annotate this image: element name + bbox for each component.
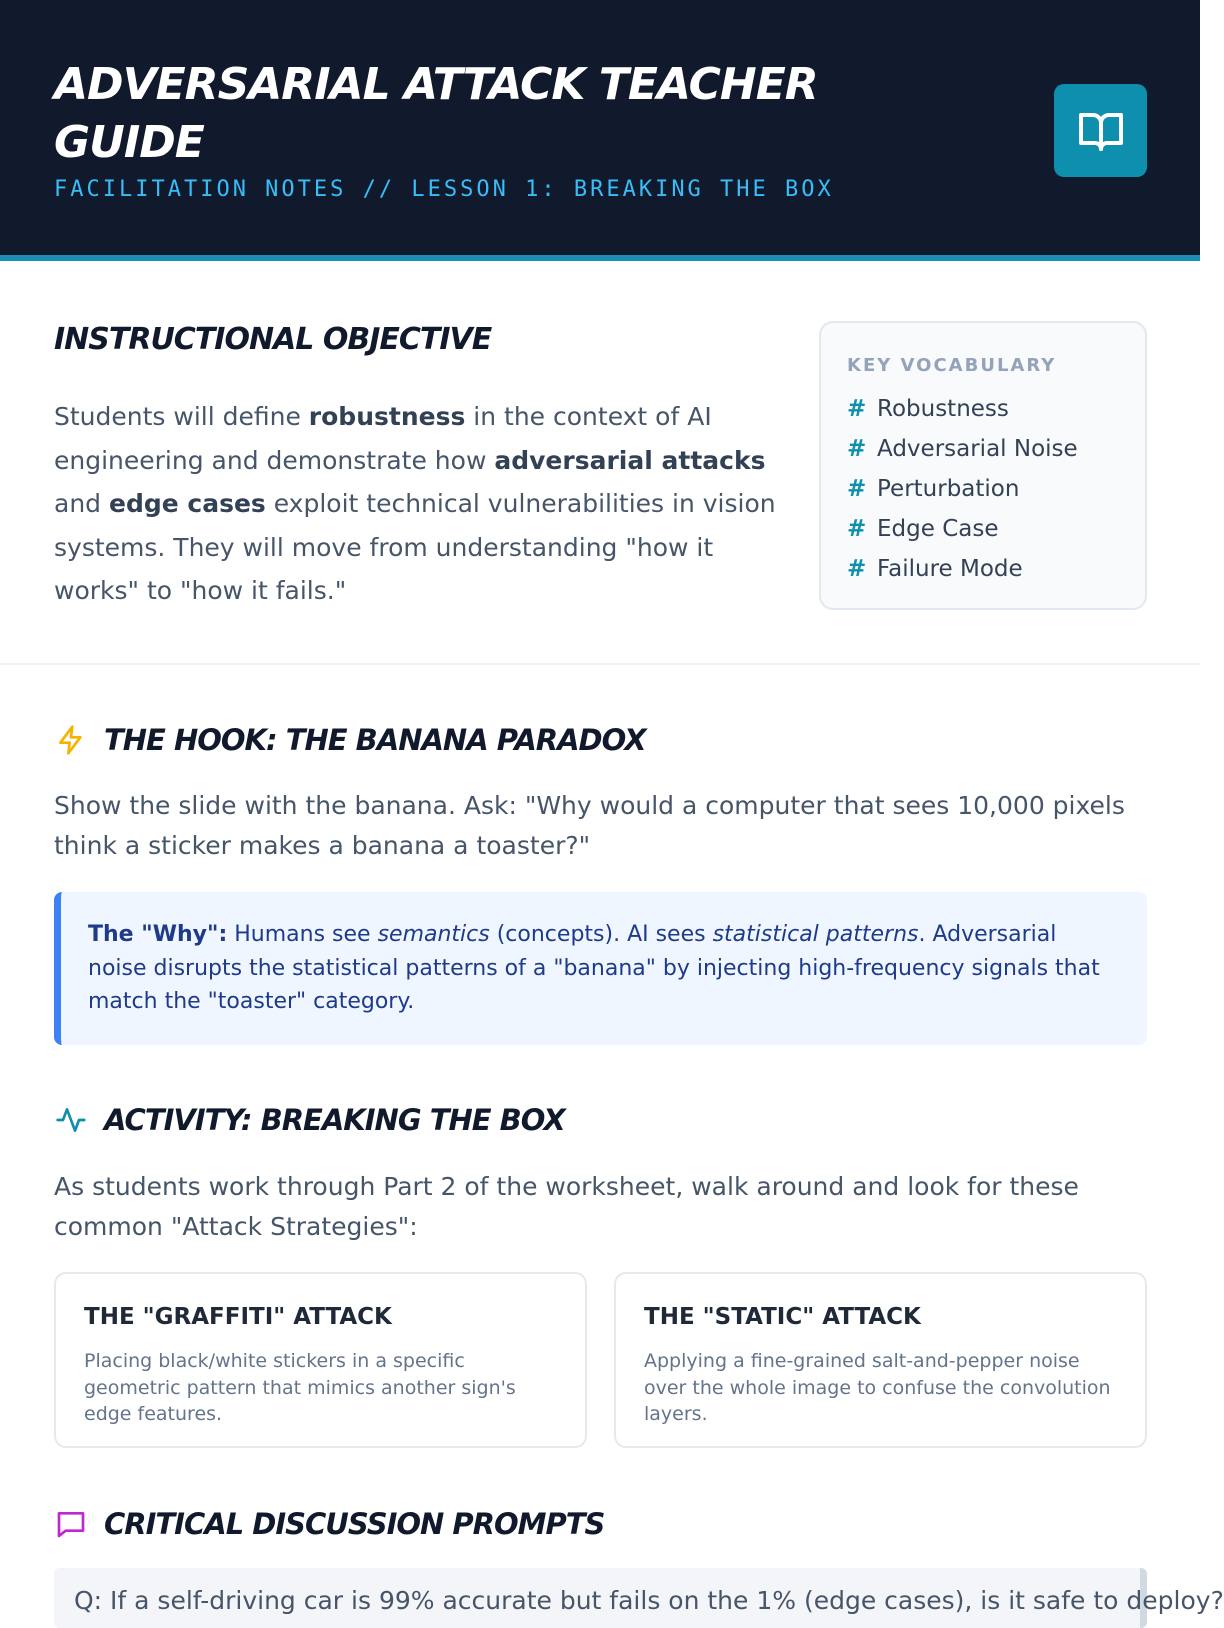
discussion-prompt xyxy=(54,1568,1224,1628)
attack-card-title: THE "STATIC" ATTACK xyxy=(644,1304,921,1330)
vocabulary-item xyxy=(847,389,1078,429)
objective-text-part: in the context of AI engineering and demonstrate how xyxy=(54,402,712,475)
callout-emphasis: semantics xyxy=(377,922,490,947)
vocabulary-item xyxy=(847,549,1078,589)
activity-heading-row xyxy=(54,1103,565,1137)
hash-icon: # xyxy=(847,516,867,542)
objective-text-part: exploit technical vulnerabilities in vision systems. They will move from understanding "how it works" to "how it fails." xyxy=(54,489,776,605)
discussion-heading: CRITICAL DISCUSSION PROMPTS xyxy=(104,1507,605,1541)
objective-heading: INSTRUCTIONAL OBJECTIVE xyxy=(54,322,492,357)
vocabulary-panel xyxy=(819,321,1147,610)
hook-heading-row xyxy=(54,723,646,757)
callout-text-part: (concepts). AI sees xyxy=(489,922,713,947)
vocabulary-term: Edge Case xyxy=(877,516,999,542)
hook-text: Show the slide with the banana. Ask: "Why would a computer that sees 10,000 pixels think a sticker makes a banana a toaster?" xyxy=(54,791,1125,860)
callout-label: The "Why": xyxy=(88,922,228,947)
page-title: ADVERSARIAL ATTACK TEACHER GUIDE xyxy=(54,59,818,168)
vocabulary-term: Robustness xyxy=(877,396,1009,422)
book-open-icon xyxy=(1075,107,1127,155)
term-adversarial-attacks: adversarial attacks xyxy=(494,445,766,475)
hash-icon: # xyxy=(847,556,867,582)
term-robustness: robustness xyxy=(308,402,466,431)
vocabulary-list xyxy=(847,389,1078,589)
attack-card-graffiti xyxy=(54,1272,587,1448)
book-button[interactable] xyxy=(1054,84,1147,177)
activity-pulse-icon xyxy=(54,1103,88,1137)
hash-icon: # xyxy=(847,436,867,462)
hook-heading: THE HOOK: THE BANANA PARADOX xyxy=(104,723,646,757)
callout-text-part: . Adversarial noise disrupts the statistical patterns of a "banana" by injecting high-frequency signals that match the "toaster" category. xyxy=(88,922,1100,1014)
discussion-heading-row xyxy=(54,1507,604,1541)
vocabulary-item xyxy=(847,469,1078,509)
discussion-prompt-text: Q: If a self-driving car is 99% accurate but fails on the 1% (edge cases), is it safe to deploy? xyxy=(74,1586,1224,1615)
why-callout xyxy=(54,892,1147,1045)
callout-text-part: Humans see xyxy=(227,922,378,947)
hash-icon: # xyxy=(847,396,867,422)
attack-card-title: THE "GRAFFITI" ATTACK xyxy=(84,1304,392,1330)
vocabulary-item xyxy=(847,509,1078,549)
attack-card-text: Placing black/white stickers in a specific geometric pattern that mimics another sign's edge features. xyxy=(84,1350,516,1425)
objective-text-part: and xyxy=(54,489,109,518)
attack-card-static xyxy=(614,1272,1147,1448)
objective-text xyxy=(54,395,789,613)
chat-bubble-icon xyxy=(54,1507,88,1541)
vocabulary-title: KEY VOCABULARY xyxy=(847,355,1057,376)
callout-emphasis: statistical patterns xyxy=(712,922,919,947)
vocabulary-term: Adversarial Noise xyxy=(877,436,1078,462)
activity-text: As students work through Part 2 of the worksheet, walk around and look for these common "Attack Strategies": xyxy=(54,1172,1079,1241)
vocabulary-term: Failure Mode xyxy=(877,556,1023,582)
objective-text-part: Students will define xyxy=(54,402,309,431)
lightning-icon xyxy=(54,723,88,757)
page-subtitle: FACILITATION NOTES // LESSON 1: BREAKING THE BOX xyxy=(54,177,834,202)
term-edge-cases: edge cases xyxy=(108,489,266,518)
activity-heading: ACTIVITY: BREAKING THE BOX xyxy=(104,1103,565,1137)
vocabulary-item xyxy=(847,429,1078,469)
hash-icon: # xyxy=(847,476,867,502)
section-divider xyxy=(0,663,1200,665)
vocabulary-term: Perturbation xyxy=(877,476,1020,502)
attack-card-text: Applying a fine-grained salt-and-pepper noise over the whole image to confuse the convolution layers. xyxy=(644,1350,1111,1425)
page-header xyxy=(0,0,1200,261)
